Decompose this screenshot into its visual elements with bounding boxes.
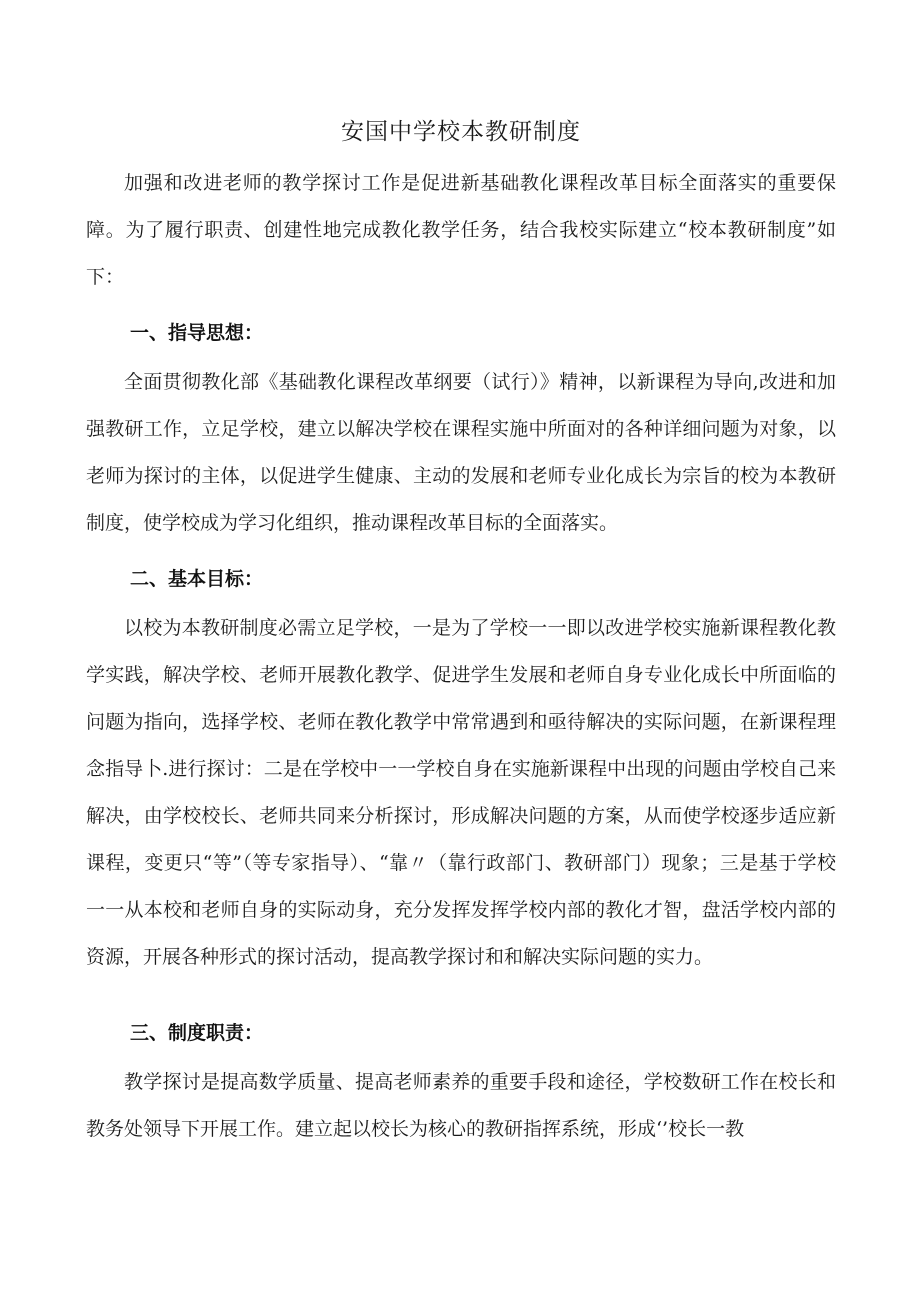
section-body-system-duties: 教学探讨是提高数学质量、提高老师素养的重要手段和途径，学校数研工作在校长和教务处领导下开展工作。建立起以校长为核心的教研指挥系统，形成‘’校长一教 — [86, 1071, 836, 1140]
section-body-guiding-ideology: 全面贯彻教化部《基础教化课程改革纲要（试行）》精神，以新课程为导向,改进和加强教研工作，立足学校，建立以解决学校在课程实施中所面对的各种详细问题为对象，以老师为探讨的主体，以促进学生健康、主动的发展和老师专业化成长为宗旨的校为本教研制度，使学校成为学习化组织，推动课程改革目标的全面落实。 — [86, 371, 836, 534]
section-body-basic-goals: 以校为本教研制度必需立足学校，一是为了学校一一即以改进学校实施新课程教化教学实践，解决学校、老师开展教化教学、促进学生发展和老师自身专业化成长中所面临的问题为指向，选择学校、老师在教化教学中常常遇到和亟待解决的实际问题，在新课程理念指导卜.进行探讨：二是在学校中一一学校自身在实施新课程中出现的问题由学校自己来解决，由学校校长、老师共同来分析探讨，形成解决问题的方案，从而使学校逐步适应新课程，变更只“等”（等专家指导）、“靠〃（靠行政部门、教研部门）现象；三是基于学校一一从本校和老师自身的实际动身，充分发挥发挥学校内部的教化才智，盘活学校内部的资源，开展各种形式的探讨活动，提高教学探讨和和解决实际问题的实力。 — [86, 617, 836, 968]
document-page — [86, 108, 836, 1153]
section-spacer — [86, 981, 836, 1001]
intro-paragraph: 加强和改进老师的教学探讨工作是促进新基础教化课程改革目标全面落实的重要保障。为了履行职责、创建性地完成教化教学任务，结合我校实际建立“校本教研制度”如下： — [86, 172, 836, 288]
document-title: 安国中学校本教研制度 — [341, 119, 581, 145]
section-heading-guiding-ideology: 一、指导思想： — [130, 322, 264, 344]
section-heading-basic-goals: 二、基本目标： — [130, 568, 264, 590]
section-heading-system-duties: 三、制度职责： — [130, 1022, 264, 1044]
